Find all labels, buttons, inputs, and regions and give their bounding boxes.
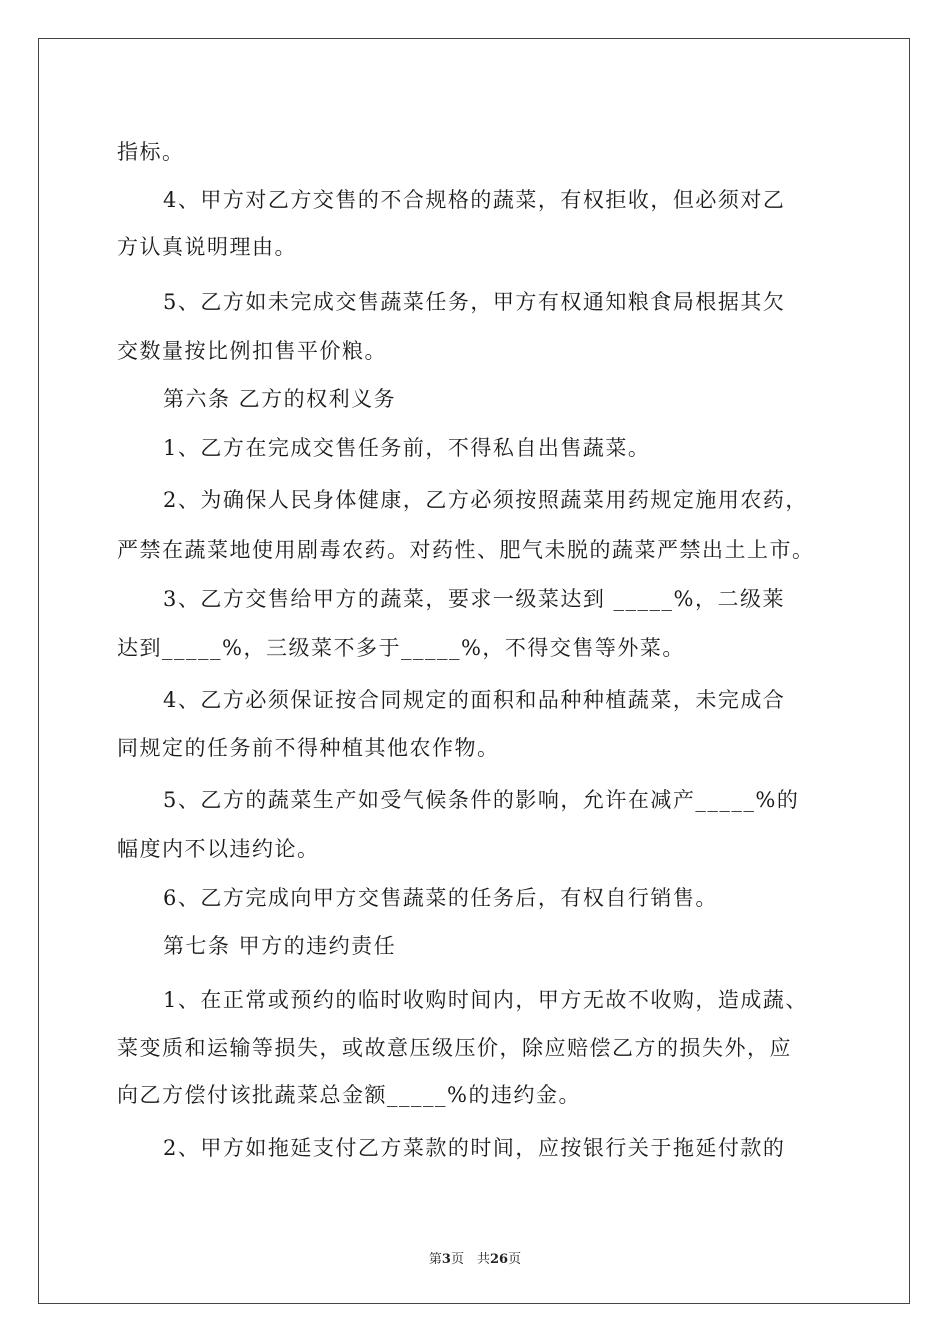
text-line: 1、在正常或预约的临时收购时间内，甲方无故不收购，造成蔬、 xyxy=(163,988,808,1012)
text-line: 同规定的任务前不得种植其他农作物。 xyxy=(117,736,500,760)
footer-page-number: 3 xyxy=(441,1252,451,1267)
text-line: 3、乙方交售给甲方的蔬菜，要求一级菜达到 _____%，二级莱 xyxy=(163,587,785,611)
text-line: 交数量按比例扣售平价粮。 xyxy=(117,339,387,363)
text-line: 5、乙方如未完成交售蔬菜任务，甲方有权通知粮食局根据其欠 xyxy=(163,290,786,314)
text-line: 4、甲方对乙方交售的不合规格的蔬菜，有权拒收，但必须对乙 xyxy=(163,188,786,212)
text-line: 6、乙方完成向甲方交售蔬菜的任务后，有权自行销售。 xyxy=(163,886,718,910)
footer-page-mid: 页 共 xyxy=(450,1252,490,1267)
footer-page-suffix: 页 xyxy=(508,1252,522,1267)
footer-total-pages: 26 xyxy=(489,1252,509,1267)
text-line: 指标。 xyxy=(117,140,185,164)
text-line: 达到_____%，三级菜不多于_____%，不得交售等外菜。 xyxy=(117,636,685,660)
section-heading: 第六条 乙方的权利义务 xyxy=(163,387,397,411)
text-line: 2、甲方如拖延支付乙方菜款的时间，应按银行关于拖延付款的 xyxy=(163,1136,786,1160)
text-line: 1、乙方在完成交售任务前，不得私自出售蔬菜。 xyxy=(163,436,651,460)
text-line: 严禁在蔬菜地使用剧毒农药。对药性、肥气未脱的蔬菜严禁出土上市。 xyxy=(117,538,815,562)
footer-page-prefix: 第 xyxy=(428,1252,442,1267)
page-border xyxy=(38,38,910,1304)
text-line: 菜变质和运输等损失，或故意压级压价，除应赔偿乙方的损失外，应 xyxy=(117,1036,792,1060)
text-line: 2、为确保人民身体健康，乙方必须按照蔬菜用药规定施用农药， xyxy=(163,488,808,512)
text-line: 4、乙方必须保证按合同规定的面积和品种种植蔬菜，未完成合 xyxy=(163,688,786,712)
text-line: 幅度内不以违约论。 xyxy=(117,837,320,861)
text-line: 5、乙方的蔬菜生产如受气候条件的影响，允许在减产_____%的 xyxy=(163,788,800,812)
text-line: 方认真说明理由。 xyxy=(117,235,297,259)
page-footer xyxy=(0,1248,950,1267)
section-heading: 第七条 甲方的违约责任 xyxy=(163,934,397,958)
text-line: 向乙方偿付该批蔬菜总金额_____%的违约金。 xyxy=(117,1083,581,1107)
